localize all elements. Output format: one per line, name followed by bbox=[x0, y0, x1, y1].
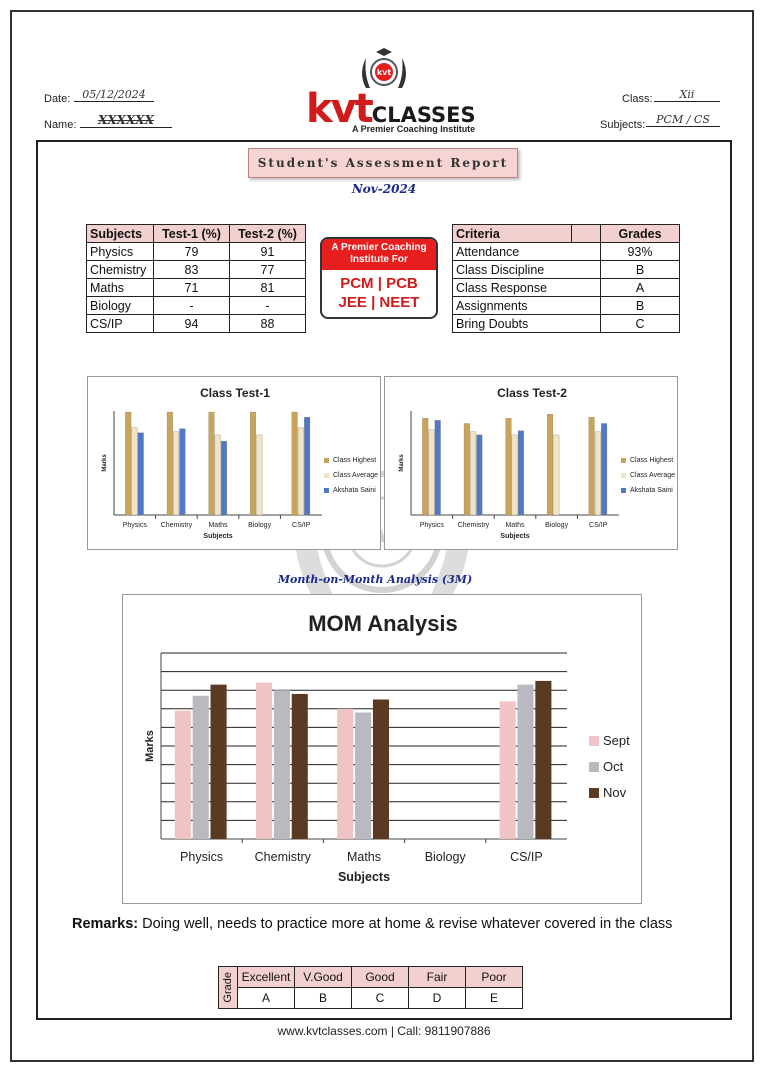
x-tick-label: Physics bbox=[419, 522, 444, 529]
legend-label: Class Highest bbox=[630, 457, 674, 464]
bar-akshata-saini bbox=[138, 433, 144, 515]
x-tick-label: Chemistry bbox=[254, 850, 311, 864]
subject-cell: Physics bbox=[87, 243, 154, 261]
bar-oct bbox=[355, 713, 371, 839]
grade-scale-label-cell bbox=[219, 967, 238, 1009]
criteria-header-cell: Grades bbox=[601, 225, 680, 243]
grade-scale-header: Good bbox=[352, 967, 409, 988]
date-label: Date: bbox=[44, 93, 71, 105]
grade-scale-label: Grade bbox=[222, 972, 234, 1003]
grade-scale-table bbox=[218, 966, 523, 1009]
class-value: Xii bbox=[654, 88, 720, 102]
table-row bbox=[453, 297, 680, 315]
x-tick-label: CS/IP bbox=[589, 522, 608, 529]
table-row bbox=[453, 279, 680, 297]
grade-scale-value: A bbox=[238, 988, 295, 1009]
grade-cell: B bbox=[601, 261, 680, 279]
grade-scale-value-row bbox=[219, 988, 523, 1009]
x-tick-label: CS/IP bbox=[510, 850, 543, 864]
grade-scale-value: B bbox=[295, 988, 352, 1009]
table-row bbox=[453, 315, 680, 333]
promo-line-1: PCM | PCB bbox=[340, 275, 418, 292]
bar-nov bbox=[292, 694, 308, 839]
bar-oct bbox=[274, 690, 290, 839]
class-test-2-chart bbox=[384, 376, 678, 550]
x-tick-label: Maths bbox=[208, 522, 228, 529]
bar-class-highest bbox=[292, 412, 298, 515]
bar-sept bbox=[337, 709, 353, 839]
bar-class-highest bbox=[167, 412, 173, 515]
x-axis-label: Subjects bbox=[203, 533, 233, 540]
bar-oct bbox=[517, 685, 533, 839]
bar-nov bbox=[535, 681, 551, 839]
y-axis-label: Marks bbox=[144, 730, 156, 762]
bar-class-average bbox=[215, 435, 221, 515]
remarks bbox=[72, 916, 672, 932]
scores-table bbox=[86, 224, 306, 333]
bar-class-highest bbox=[209, 412, 215, 515]
bar-class-highest bbox=[464, 423, 470, 515]
scores-header-cell: Test-1 (%) bbox=[154, 225, 230, 243]
score-cell: 71 bbox=[154, 279, 230, 297]
legend-swatch bbox=[589, 788, 599, 798]
criteria-header-row bbox=[453, 225, 680, 243]
x-tick-label: Biology bbox=[424, 850, 466, 864]
bar-akshata-saini bbox=[221, 441, 227, 515]
grade-scale-header-row bbox=[219, 967, 523, 988]
bar-sept bbox=[500, 701, 516, 839]
bar-class-highest bbox=[125, 412, 131, 515]
bar-akshata-saini bbox=[601, 423, 607, 515]
score-cell: - bbox=[154, 297, 230, 315]
x-tick-label: Physics bbox=[122, 522, 147, 529]
legend-swatch bbox=[621, 473, 626, 478]
bar-akshata-saini bbox=[477, 435, 483, 515]
bar-nov bbox=[211, 685, 227, 839]
grade-scale-value: C bbox=[352, 988, 409, 1009]
chart-title: Class Test-2 bbox=[497, 386, 567, 400]
x-tick-label: Physics bbox=[180, 850, 224, 864]
score-cell: 83 bbox=[154, 261, 230, 279]
table-row bbox=[87, 279, 306, 297]
grade-scale-value: D bbox=[409, 988, 466, 1009]
class-test-1-chart bbox=[87, 376, 381, 550]
bar-class-highest bbox=[506, 418, 512, 515]
bar-class-average bbox=[553, 435, 559, 515]
grade-scale-header: Poor bbox=[466, 967, 523, 988]
x-tick-label: CS/IP bbox=[292, 522, 311, 529]
remarks-text: Doing well, needs to practice more at home & revise whatever covered in the class bbox=[138, 916, 673, 932]
legend-label: Class Highest bbox=[333, 457, 377, 464]
bar-sept bbox=[256, 683, 272, 839]
score-cell: 91 bbox=[230, 243, 306, 261]
promo-heading: A Premier Coaching Institute For bbox=[322, 239, 436, 270]
criteria-header-spacer bbox=[572, 225, 601, 243]
score-cell: 88 bbox=[230, 315, 306, 333]
x-tick-label: Biology bbox=[545, 522, 569, 529]
score-cell: 81 bbox=[230, 279, 306, 297]
name-value: XXXXXX bbox=[80, 113, 172, 128]
watermark-text: kvt bbox=[356, 516, 408, 549]
brand-kvt: kvt bbox=[306, 86, 372, 132]
footer-contact: www.kvtclasses.com | Call: 9811907886 bbox=[277, 1024, 491, 1038]
x-tick-label: Maths bbox=[346, 850, 382, 864]
bar-class-average bbox=[595, 432, 601, 515]
table-row bbox=[87, 261, 306, 279]
chart-title: Class Test-1 bbox=[200, 386, 270, 400]
bar-class-average bbox=[512, 435, 518, 515]
subject-cell: Maths bbox=[87, 279, 154, 297]
criteria-cell: Assignments bbox=[453, 297, 601, 315]
legend-swatch bbox=[324, 458, 329, 463]
bar-akshata-saini bbox=[435, 420, 441, 515]
criteria-table bbox=[452, 224, 680, 333]
table-row bbox=[87, 315, 306, 333]
bar-class-average bbox=[470, 432, 476, 515]
legend-label: Class Average bbox=[630, 472, 676, 479]
score-cell: 79 bbox=[154, 243, 230, 261]
subject-cell: CS/IP bbox=[87, 315, 154, 333]
brand-classes: CLASSES bbox=[371, 103, 476, 127]
subjects-value: PCM / CS bbox=[646, 113, 720, 127]
bar-class-average bbox=[298, 428, 304, 515]
bar-class-highest bbox=[422, 418, 428, 515]
score-cell: 94 bbox=[154, 315, 230, 333]
legend-label: Akshata Saini bbox=[630, 487, 673, 494]
table-row bbox=[87, 243, 306, 261]
brand-tagline: A Premier Coaching Institute bbox=[352, 124, 476, 134]
bar-class-average bbox=[173, 432, 179, 515]
bar-nov bbox=[373, 700, 389, 840]
table-row bbox=[87, 297, 306, 315]
grade-scale-value: E bbox=[466, 988, 523, 1009]
grade-scale-header: V.Good bbox=[295, 967, 352, 988]
name-label: Name: bbox=[44, 119, 77, 131]
bar-akshata-saini bbox=[304, 417, 310, 515]
report-title: Student's Assessment Report bbox=[248, 148, 518, 178]
grade-scale-header: Fair bbox=[409, 967, 466, 988]
grade-scale-header: Excellent bbox=[238, 967, 295, 988]
criteria-cell: Attendance bbox=[453, 243, 601, 261]
bar-akshata-saini bbox=[518, 431, 524, 515]
promo-box bbox=[320, 237, 438, 319]
legend-swatch bbox=[621, 488, 626, 493]
grade-cell: B bbox=[601, 297, 680, 315]
score-cell: 77 bbox=[230, 261, 306, 279]
subject-cell: Chemistry bbox=[87, 261, 154, 279]
mom-heading: Month-on-Month Analysis (3M) bbox=[277, 573, 473, 586]
x-tick-label: Chemistry bbox=[160, 522, 193, 529]
x-axis-label: Subjects bbox=[500, 533, 530, 540]
y-axis-label: Marks bbox=[399, 454, 405, 472]
scores-header-cell: Test-2 (%) bbox=[230, 225, 306, 243]
x-tick-label: Maths bbox=[505, 522, 525, 529]
criteria-cell: Class Discipline bbox=[453, 261, 601, 279]
criteria-cell: Class Response bbox=[453, 279, 601, 297]
grade-cell: A bbox=[601, 279, 680, 297]
bar-class-average bbox=[256, 435, 262, 515]
legend-label: Sept bbox=[603, 733, 630, 748]
report-period: Nov-2024 bbox=[351, 182, 417, 196]
bar-akshata-saini bbox=[180, 429, 186, 515]
bar-class-average bbox=[429, 430, 435, 515]
legend-label: Oct bbox=[603, 759, 624, 774]
remarks-label: Remarks: bbox=[72, 916, 139, 932]
subjects-label: Subjects: bbox=[600, 119, 646, 131]
legend-swatch bbox=[621, 458, 626, 463]
legend-swatch bbox=[589, 736, 599, 746]
promo-line-2: JEE | NEET bbox=[338, 294, 420, 311]
scores-header-row bbox=[87, 225, 306, 243]
legend-swatch bbox=[324, 488, 329, 493]
x-axis-label: Subjects bbox=[337, 870, 391, 884]
legend-label: Nov bbox=[603, 785, 627, 800]
bar-oct bbox=[193, 696, 209, 839]
criteria-header-cell: Criteria bbox=[453, 225, 572, 243]
legend-label: Class Average bbox=[333, 472, 379, 479]
date-value: 05/12/2024 bbox=[74, 88, 154, 102]
score-cell: - bbox=[230, 297, 306, 315]
bar-sept bbox=[175, 711, 191, 839]
grade-cell: 93% bbox=[601, 243, 680, 261]
bar-class-highest bbox=[250, 412, 256, 515]
x-tick-label: Chemistry bbox=[457, 522, 490, 529]
legend-swatch bbox=[589, 762, 599, 772]
x-tick-label: Biology bbox=[248, 522, 272, 529]
table-row bbox=[453, 243, 680, 261]
bar-class-highest bbox=[547, 414, 553, 515]
legend-swatch bbox=[324, 473, 329, 478]
class-label: Class: bbox=[622, 93, 653, 105]
chart-title: MOM Analysis bbox=[308, 611, 458, 636]
table-row bbox=[453, 261, 680, 279]
emblem-text: kvt bbox=[376, 68, 392, 77]
legend-label: Akshata Saini bbox=[333, 487, 376, 494]
criteria-cell: Bring Doubts bbox=[453, 315, 601, 333]
subject-cell: Biology bbox=[87, 297, 154, 315]
y-axis-label: Marks bbox=[102, 454, 108, 472]
bar-class-highest bbox=[589, 417, 595, 515]
scores-header-cell: Subjects bbox=[87, 225, 154, 243]
grade-cell: C bbox=[601, 315, 680, 333]
mom-analysis-chart bbox=[122, 594, 642, 904]
bar-class-average bbox=[132, 428, 138, 515]
